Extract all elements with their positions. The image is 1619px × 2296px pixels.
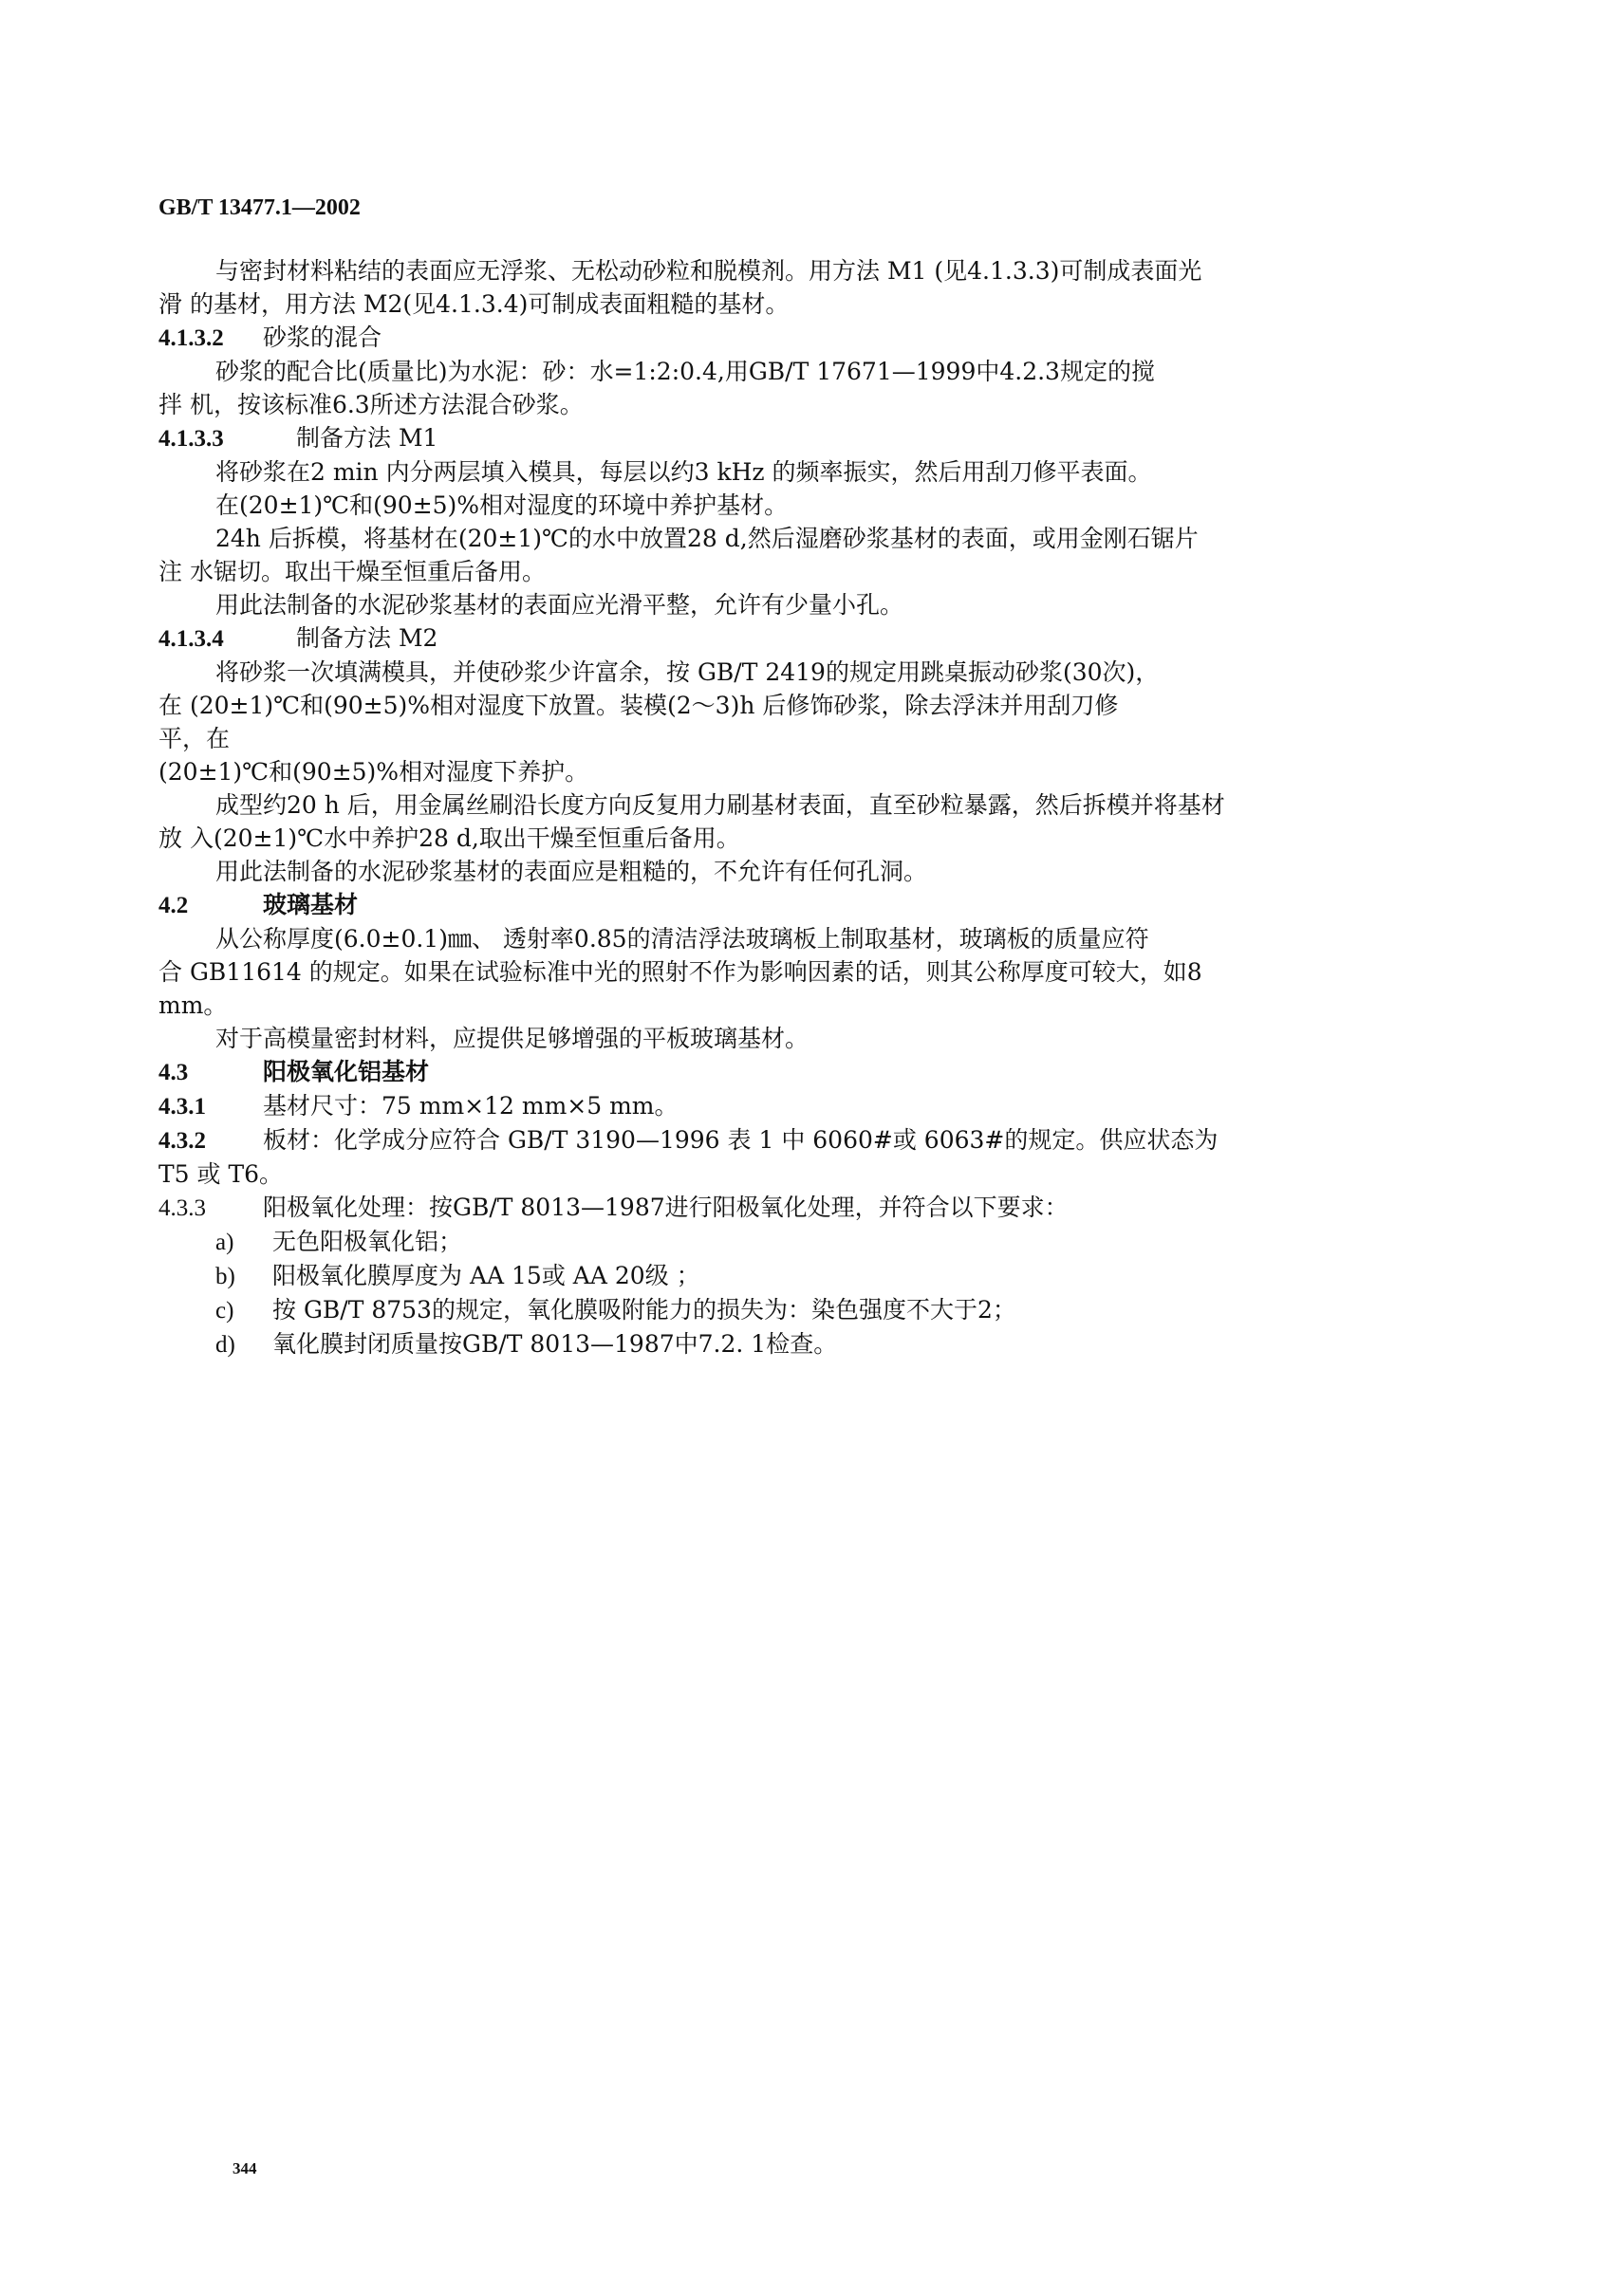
list-item-label: d): [215, 1332, 235, 1358]
paragraph-line: 滑 的基材，用方法 M2(见4.1.3.4)可制成表面粗糙的基材。: [158, 290, 790, 318]
page-number: 344: [233, 2159, 257, 2177]
paragraph-line: 将砂浆在2 min 内分两层填入模具，每层以约3 kHz 的频率振实，然后用刮刀修平表面。: [215, 458, 1152, 486]
clause-number: 4.3.2: [158, 1128, 206, 1154]
paragraph-line: 在(20±1)℃和(90±5)%相对湿度的环境中养护基材。: [215, 491, 789, 519]
section-number: 4.3: [158, 1060, 189, 1085]
clause-number: 4.3.3: [158, 1195, 206, 1221]
list-item: [215, 1327, 1426, 1361]
section-title: 制备方法 M1: [296, 424, 438, 452]
paragraph-line: 用此法制备的水泥砂浆基材的表面应光滑平整，允许有少量小孔。: [215, 591, 904, 619]
paragraph-line: 从公称厚度(6.0±0.1)㎜、 透射率0.85的清洁浮法玻璃板上制取基材，玻璃板的质量应符: [215, 925, 1149, 953]
clause-4-3-3: [158, 1191, 1426, 1225]
list-item-text: 阳极氧化膜厚度为 AA 15或 AA 20级 ；: [272, 1262, 700, 1289]
paragraph-line: 24h 后拆模，将基材在(20±1)℃的水中放置28 d,然后湿磨砂浆基材的表面，或用金刚石锯片: [215, 525, 1199, 552]
section-number: 4.2: [158, 893, 189, 918]
clause-4-3-2: [158, 1123, 1426, 1157]
list-item-text: 按 GB/T 8753的规定，氧化膜吸附能力的损失为：染色强度不大于2；: [272, 1296, 1016, 1324]
section-heading-4-1-3-4: [158, 621, 1426, 656]
paragraph-line: 与密封材料粘结的表面应无浮浆、无松动砂粒和脱模剂。用方法 M1 (见4.1.3.3)可制成表面光: [215, 257, 1202, 285]
list-item: [215, 1293, 1426, 1327]
list-item-label: c): [215, 1298, 234, 1324]
paragraph-line: 平，在: [158, 725, 231, 752]
paragraph-line: 在 (20±1)℃和(90±5)%相对湿度下放置。装模(2～3)h 后修饰砂浆，除去浮沫并用刮刀修: [158, 692, 1119, 719]
clause-number: 4.3.1: [158, 1094, 206, 1120]
section-number: 4.1.3.4: [158, 626, 224, 652]
section-heading-4-1-3-3: [158, 421, 1426, 455]
section-number: 4.1.3.3: [158, 426, 224, 452]
paragraph-line: 将砂浆一次填满模具，并使砂浆少许富余，按 GB/T 2419的规定用跳桌振动砂浆(30次)，: [215, 658, 1160, 686]
document-body: [158, 254, 1426, 1361]
list-item: [215, 1259, 1426, 1293]
paragraph-line: 放 入(20±1)℃水中养护28 d,取出干燥至恒重后备用。: [158, 824, 740, 852]
list-item-label: a): [215, 1230, 234, 1255]
section-heading-4-2: [158, 888, 1426, 922]
clause-text: 基材尺寸：75 mm×12 mm×5 mm。: [263, 1092, 679, 1120]
paragraph-line: 成型约20 h 后，用金属丝刷沿长度方向反复用力刷基材表面，直至砂粒暴露，然后拆模并将基材: [215, 791, 1225, 819]
list-item-text: 氧化膜封闭质量按GB/T 8013—1987中7.2. 1检查。: [272, 1330, 838, 1358]
paragraph-line: 拌 机，按该标准6.3所述方法混合砂浆。: [158, 391, 584, 418]
section-title: 制备方法 M2: [296, 624, 438, 652]
document-id-header: GB/T 13477.1—2002: [158, 195, 361, 220]
paragraph-line: mm。: [158, 991, 228, 1019]
section-heading-4-3: [158, 1055, 1426, 1089]
paragraph-line: (20±1)℃和(90±5)%相对湿度下养护。: [158, 758, 589, 786]
list-item: [215, 1225, 1426, 1259]
paragraph-line: 砂浆的配合比(质量比)为水泥：砂：水=1:2:0.4,用GB/T 17671—1999中4.2.3规定的搅: [215, 358, 1155, 385]
clause-text: 板材：化学成分应符合 GB/T 3190—1996 表 1 中 6060#或 6063#的规定。供应状态为: [263, 1126, 1219, 1154]
clause-4-3-1: [158, 1089, 1426, 1123]
paragraph-line: 注 水锯切。取出干燥至恒重后备用。: [158, 558, 546, 585]
clause-text: 阳极氧化处理：按GB/T 8013—1987进行阳极氧化处理，并符合以下要求：: [263, 1194, 1069, 1221]
section-title: 砂浆的混合: [263, 324, 382, 351]
paragraph-line: 合 GB11614 的规定。如果在试验标准中光的照射不作为影响因素的话，则其公称厚度可较大，如8: [158, 958, 1202, 986]
paragraph-line: 对于高模量密封材料，应提供足够增强的平板玻璃基材。: [215, 1025, 810, 1052]
section-title: 阳极氧化铝基材: [263, 1058, 430, 1085]
list-item-text: 无色阳极氧化铝；: [272, 1228, 463, 1255]
section-heading-4-1-3-2: [158, 321, 1426, 355]
section-number: 4.1.3.2: [158, 325, 224, 351]
section-title: 玻璃基材: [263, 891, 359, 918]
paragraph-line: 用此法制备的水泥砂浆基材的表面应是粗糙的，不允许有任何孔洞。: [215, 858, 928, 885]
paragraph-line: T5 或 T6。: [158, 1160, 284, 1188]
list-item-label: b): [215, 1264, 235, 1289]
